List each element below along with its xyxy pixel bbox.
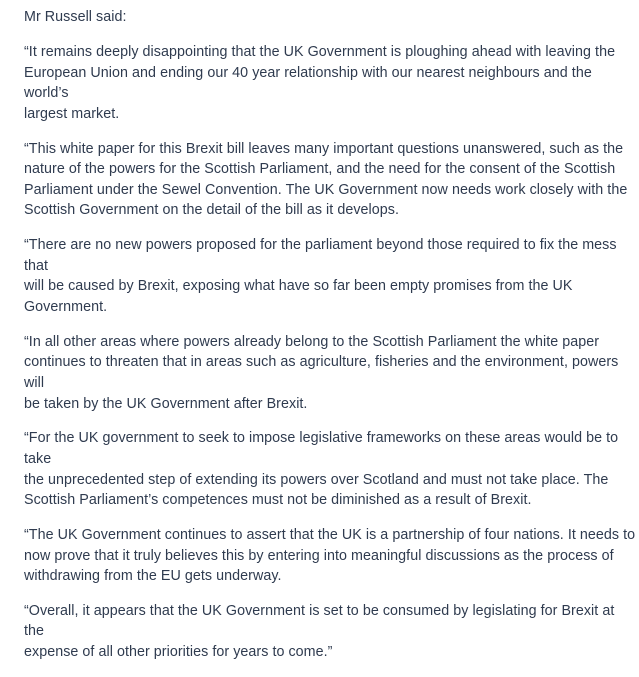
quote-paragraph-4: “In all other areas where powers already belong to the Scottish Parliament the white paper continues to threaten that in areas such as agriculture, fisheries and the environment, powers will be taken by the UK Government after Brexit. [24,333,619,412]
quote-paragraph-2: “This white paper for this Brexit bill leaves many important questions unanswered, such as the nature of the powers for the Scottish Parliament, and the need for the consent of the Scottish Parliament under the Sewel Convention. The UK Government now needs work closely with the Scottish Government on the detail of the bill as it develops. [24,140,628,219]
statement-document [24,7,636,677]
quote-paragraph-6: “The UK Government continues to assert that the UK is a partnership of four nations. It needs to now prove that it truly believes this by entering into meaningful discussions as the process of withdrawing from the EU gets underway. [24,526,636,585]
quote-paragraph-1: “It remains deeply disappointing that the UK Government is ploughing ahead with leaving the European Union and ending our 40 year relationship with our nearest neighbours and the world’s largest market. [24,44,616,122]
quote-paragraph-7: “Overall, it appears that the UK Government is set to be consumed by legislating for Brexit at the expense of all other priorities for years to come.” [24,602,615,661]
quote-paragraph-3: “There are no new powers proposed for the parliament beyond those required to fix the mess that will be caused by Brexit, exposing what have so far been empty promises from the UK Government. [24,237,617,315]
quote-paragraph-5: “For the UK government to seek to impose legislative frameworks on these areas would be to take the unprecedented step of extending its powers over Scotland and must not take place. The Scottish Parliament’s competences must not be diminished as a result of Brexit. [24,430,619,509]
speaker-attribution: Mr Russell said: [24,9,127,25]
